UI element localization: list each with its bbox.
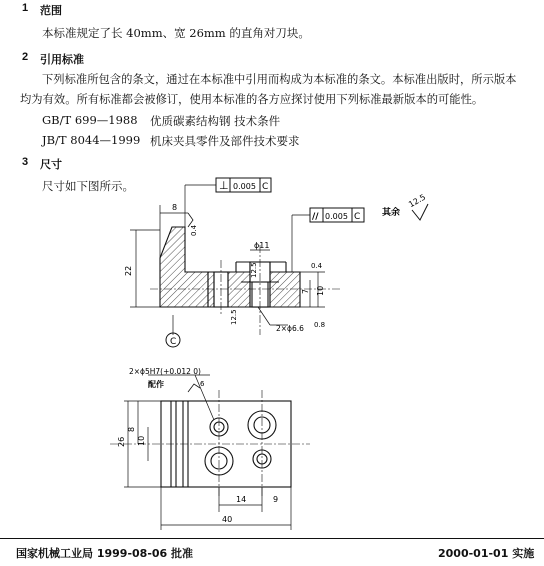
reference-title: 机床夹具零件及部件技术要求 (150, 134, 300, 148)
dimension-lines-top (130, 185, 325, 335)
perpendicularity-symbol: ⊥ (219, 179, 229, 192)
roughness-08: 0.8 (314, 321, 326, 329)
roughness-mark (188, 384, 200, 392)
dim-22: 22 (124, 265, 133, 276)
block-profile-section (160, 227, 208, 307)
normative-text-line-2: 均为有效。所有标准都会被修订，使用本标准的各方应探讨使用下列标准最新版本的可能性。 (20, 93, 484, 106)
parallelism-symbol: // (312, 212, 319, 222)
section-2-number: 2 (22, 51, 29, 63)
fit-label: 配作 (148, 380, 164, 389)
roughness-125-b: 12.5 (230, 309, 238, 325)
reference-code: JB/T 8044—1999 (42, 133, 141, 147)
roughness-04-b: 0.4 (311, 262, 323, 270)
remaining-label: 其余 (382, 208, 401, 218)
section-3-number: 3 (22, 156, 29, 168)
dim-26: 26 (117, 436, 126, 447)
approval-date: 国家机械工业局 1999-08-06 批准 (16, 547, 194, 560)
perpendicularity-value: 0.005 (233, 182, 256, 191)
dim-7: 7 (301, 288, 310, 294)
dim-9: 9 (273, 495, 279, 504)
dim-phi11: ϕ11 (254, 241, 270, 250)
roughness-04-a: 0.4 (190, 224, 198, 236)
reference-title: 优质碳素结构钢 技术条件 (150, 114, 281, 128)
implementation-date: 2000-01-01 实施 (438, 547, 535, 560)
parallelism-value: 0.005 (325, 212, 348, 221)
perpendicularity-datum: C (262, 182, 269, 192)
roughness-6: 6 (200, 380, 205, 388)
reference-code: GB/T 699—1988 (42, 113, 138, 127)
holes-small-label: 2×ϕ6.6 (276, 324, 304, 333)
normative-text-line-1: 下列标准所包含的条文，通过在本标准中引用而构成为本标准的条文。本标准出版时，所示版本 (42, 73, 517, 86)
dim-14: 14 (236, 495, 247, 504)
dim-8-top: 8 (172, 203, 178, 212)
dim-8-left: 8 (127, 426, 136, 432)
section-1-number: 1 (22, 2, 29, 14)
section-3-title: 尺寸 (40, 158, 62, 171)
footer-rule (0, 538, 544, 539)
scope-text: 本标准规定了长 40mm、宽 26mm 的直角对刀块。 (42, 26, 310, 40)
dim-10-bottom: 10 (137, 435, 146, 446)
dim-40: 40 (222, 515, 233, 524)
section-2-title: 引用标准 (40, 53, 84, 66)
roughness-125-a: 12.5 (250, 262, 258, 278)
fit-holes-label: 2×ϕ5H7(+0.012 0) (129, 367, 201, 376)
section-1-title: 范围 (40, 4, 62, 17)
section-view (160, 227, 300, 307)
remaining-roughness-value: 12.5 (407, 192, 428, 210)
dim-10-side: 10 (316, 285, 325, 296)
parallelism-datum: C (354, 212, 361, 222)
dimension-text: 尺寸如下图所示。 (42, 179, 134, 193)
datum-c-label: C (170, 337, 177, 347)
